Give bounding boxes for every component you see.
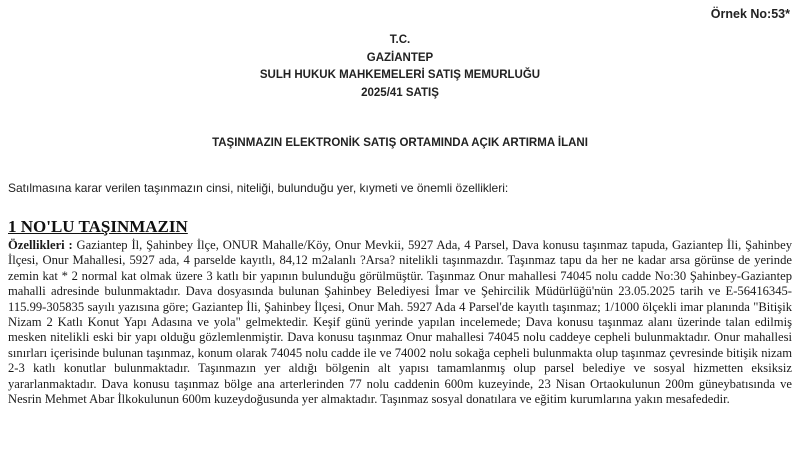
sample-number: Örnek No:53* — [710, 7, 790, 21]
features-paragraph — [8, 238, 792, 407]
header-city: GAZİANTEP — [366, 51, 434, 64]
features-text: Gaziantep İl, Şahinbey İlçe, ONUR Mahalle/Köy, Onur Mevkii, 5927 Ada, 4 Parsel, Dava konusu taşınmaz tapuda, Gaziantep İli, Şahinbey İlçesi, Onur Mahallesi, 5927 ada, 4 parselde kayıtlı, 84,12 m2alanlı ?Arsa? nitelikli taşınmazdır. Taşınmaz tapu da her ne kadar arsa görünse de yerinde zemin kat * 2 normal kat olmak üzere 3 katlı bir yapının bulunduğu görülmüştür. Taşınmaz Onur mahallesi 74045 nolu cadde No:30 Şahinbey-Gaziantep mahalli adresinde bulunmaktadır. Dava dosyasında bulunan Şahinbey Belediyesi İmar ve Şehircilik Müdürlüğü'nün 23.05.2025 tarih ve E-56416345-115.99-305835 sayılı yazısına göre; Gaziantep İli, Şahinbey İlçesi, Onur Mah. 5927 Ada 4 Parsel'de kayıtlı taşınmaz; 1/1000 ölçekli imar planında "Bitişik Nizam 2 Katlı Konut Yapı Adasına ve yola" gelmektedir. Keşif günü yerinde yapılan incelemede; Dava konusu taşınmaz alanı üzerinde talan edilmiş mesken nitelikli eski bir yapı olduğu gözlemlenmiştir. Dava konusu taşınmaz Onur mahallesi 74045 nolu caddeye cepheli bulunmaktadır. Onur mahallesi sınırları içerisinde bulunan taşınmaz, konum olarak 74045 nolu cadde ile ve 74002 nolu sokağa cepheli bulunmakta olup taşınmaz çevresinde bitişik nizam 2-3 katlı konutlar bulunmaktadır. Taşınmazın yer aldığı bölgenin alt yapısı tamamlanmış olup parsel belediye ve sosyal hizmetten eksiksiz yararlanmaktadır. Dava konusu taşınmaz bölge ana arterlerinden 77 nolu caddenin 600m kuzeyinde, 23 Nisan Ortaokulunun 200m güneybatısında ve Nesrin Mehmet Abar İlkokulunun 600m kuzeydoğusunda yer almaktadır. Taşınmaz sosyal donatılara ve eğitim kurumlarına yakın mesafededir. — [8, 238, 792, 407]
intro-text: Satılmasına karar verilen taşınmazın cinsi, niteliği, bulunduğu yer, kıymeti ve önemli özellikleri: — [8, 181, 509, 195]
features-label: Özellikleri : — [8, 238, 73, 252]
header-office: SULH HUKUK MAHKEMELERİ SATIŞ MEMURLUĞU — [259, 69, 541, 81]
section-title: 1 NO'LU TAŞINMAZIN — [8, 217, 188, 236]
notice-title: TAŞINMAZIN ELEKTRONİK SATIŞ ORTAMINDA AÇIK ARTIRMA İLANI — [212, 137, 588, 149]
header-case-number: 2025/41 SATIŞ — [361, 86, 439, 99]
header-republic: T.C. — [389, 34, 411, 46]
document-header — [0, 32, 800, 102]
